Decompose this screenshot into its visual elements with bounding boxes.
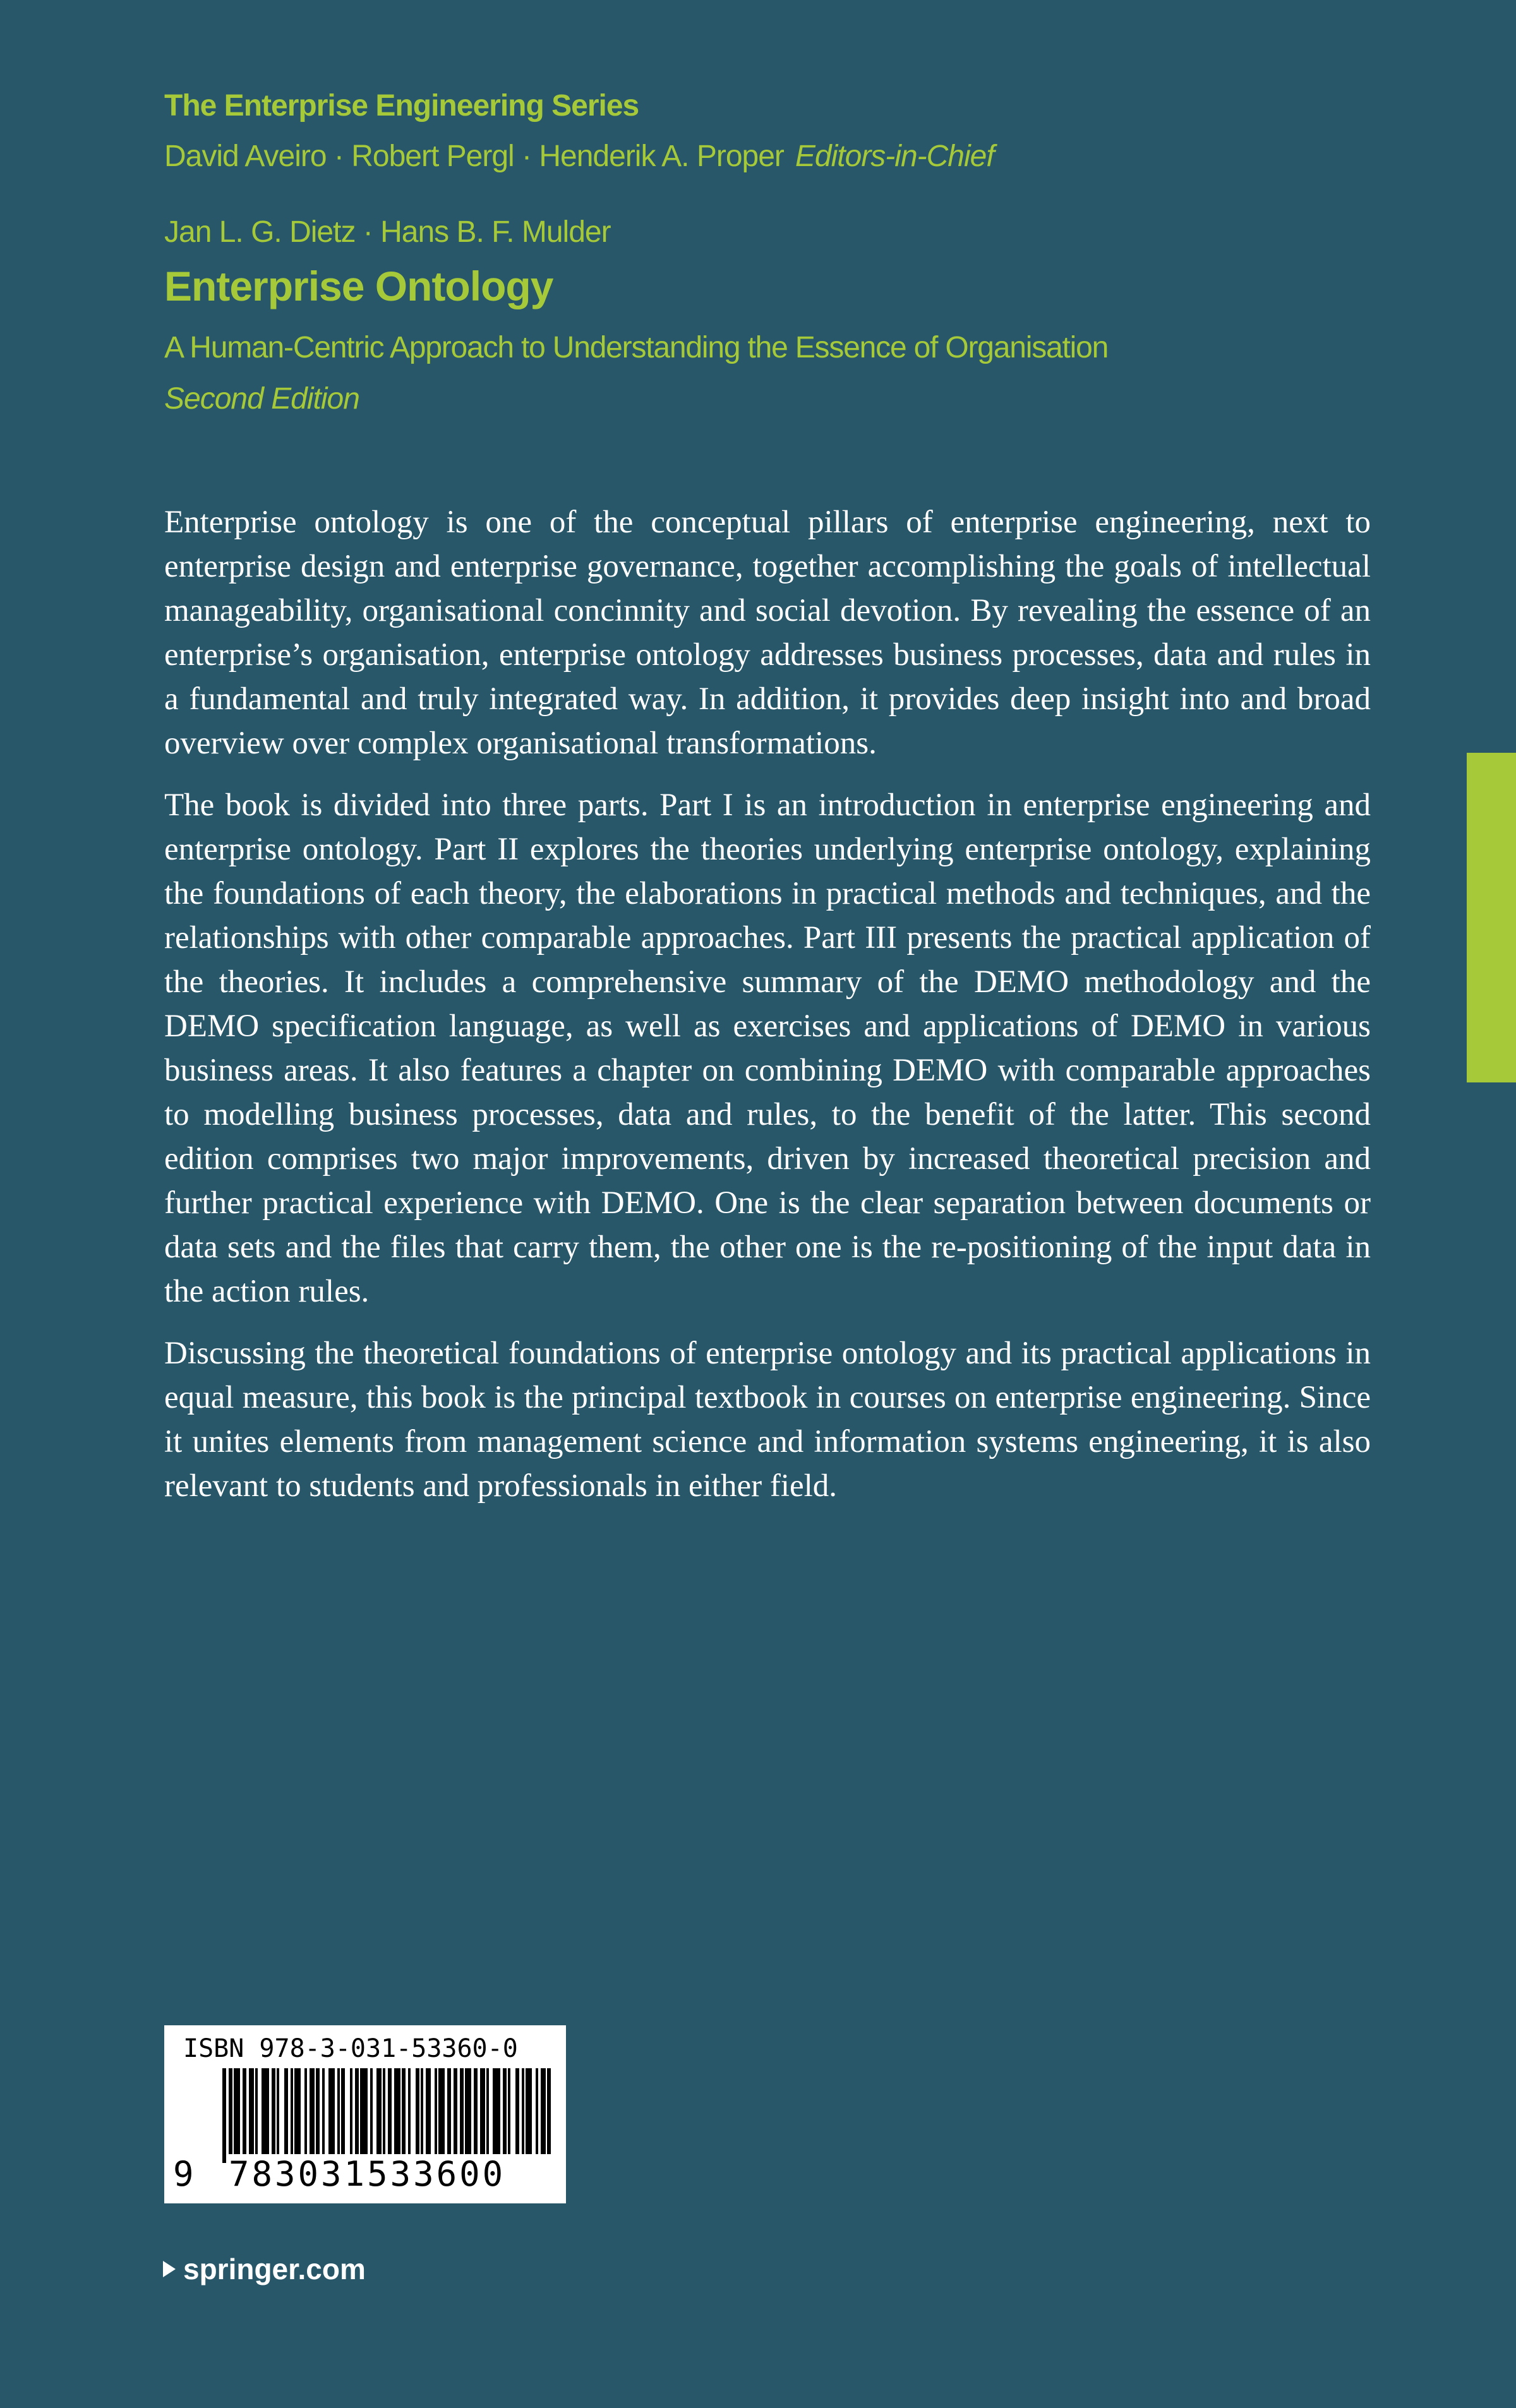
barcode-bar <box>402 2068 406 2154</box>
barcode-bar <box>337 2068 340 2154</box>
barcode-bar <box>383 2068 385 2154</box>
book-subtitle: A Human-Centric Approach to Understanding the Essence of Organisation <box>164 331 1109 364</box>
barcode-bar <box>388 2068 392 2154</box>
editors-role: Editors-in-Chief <box>795 140 994 173</box>
barcode-bar <box>310 2068 315 2154</box>
barcode-bar <box>508 2068 510 2154</box>
series-title: The Enterprise Engineering Series <box>164 89 639 123</box>
barcode-bar <box>435 2068 437 2154</box>
barcode-bar <box>370 2068 373 2154</box>
isbn-label: ISBN 978-3-031-53360-0 <box>183 2034 518 2063</box>
barcode-bar <box>222 2068 226 2163</box>
barcode-bar <box>447 2068 451 2154</box>
barcode-bar <box>547 2068 551 2154</box>
barcode-bar <box>526 2068 532 2154</box>
barcode-bar <box>350 2068 352 2154</box>
blurb-paragraph-3: Discussing the theoretical foundations of enterprise ontology and its practical applications in equal measure, this book is the principal textbook in courses on enterprise engineering. Since it unites elements from management science and information systems engineering, it is also relevant to students and professionals in either field. <box>164 1336 1371 1504</box>
barcode-bar <box>316 2068 320 2154</box>
spine-accent-tab <box>1467 753 1516 1082</box>
barcode-bar <box>243 2068 246 2154</box>
blurb <box>164 500 1371 1526</box>
barcode-bar <box>522 2068 524 2154</box>
barcode-bar <box>322 2068 325 2154</box>
blurb-paragraph-1: Enterprise ontology is one of the conceptual pillars of enterprise engineering, next to enterprise design and enterprise governance, together accomplishing the goals of intellectual manageability, organisational concinnity and social devotion. By revealing the essence of an enterprise’s organisation, enterprise ontology addresses business processes, data and rules in a fundamental and truly integrated way. In addition, it provides deep insight into and broad overview over complex organisational transformations. <box>164 505 1371 761</box>
barcode-digit-string: 783031533600 <box>226 2154 508 2194</box>
barcode-bar <box>294 2068 301 2154</box>
barcode-bar <box>272 2068 275 2154</box>
barcode-bar <box>291 2068 293 2154</box>
barcode-bar <box>426 2068 431 2163</box>
barcode-bar <box>438 2068 445 2154</box>
barcode-bar <box>421 2068 423 2154</box>
barcode-bar <box>480 2068 485 2154</box>
barcode-bar <box>474 2068 478 2154</box>
barcode-bar <box>304 2068 307 2154</box>
barcode-bar <box>249 2068 254 2154</box>
barcode-bar <box>493 2068 500 2154</box>
barcode-bar <box>465 2068 471 2154</box>
publisher-link[interactable] <box>163 2252 366 2286</box>
barcode-bar <box>541 2068 546 2154</box>
barcode-bar <box>341 2068 345 2154</box>
book-title: Enterprise Ontology <box>164 263 553 309</box>
barcode-bar <box>394 2068 400 2154</box>
book-edition: Second Edition <box>164 382 359 416</box>
triangle-arrow-icon <box>163 2261 176 2277</box>
barcode-bar <box>262 2068 269 2154</box>
barcode-bar <box>486 2068 489 2154</box>
barcode-bar <box>355 2068 359 2154</box>
barcode-bar <box>515 2068 519 2154</box>
barcode-bar <box>277 2068 279 2154</box>
barcode-bar <box>328 2068 335 2154</box>
blurb-paragraph-2: The book is divided into three parts. Part I is an introduction in enterprise engineering and enterprise ontology. Part II explores the theories underlying enterprise ontology, explaining the foundations of each theory, the elaborations in practical methods and techniques, and the relationships with other comparable approaches. Part III presents the practical application of the theories. It includes a comprehensive summary of the DEMO methodology and the DEMO specification language, as well as exercises and applications of DEMO in various business areas. It also features a chapter on combining DEMO with comparable approaches to modelling business processes, data and rules, to the benefit of the latter. This second edition comprises two major improvements, driven by increased theoretical precision and further practical experience with DEMO. One is the clear separation between documents or data sets and the files that carry them, the other one is the re-positioning of the input data in the action rules. <box>164 788 1371 1309</box>
barcode-bar <box>454 2068 457 2154</box>
barcode-bar <box>229 2068 232 2163</box>
publisher-url: springer.com <box>183 2253 366 2285</box>
barcode-bar <box>234 2068 240 2154</box>
barcode-bar <box>284 2068 288 2154</box>
barcode-bar <box>360 2068 368 2154</box>
barcode-bar <box>416 2068 419 2154</box>
barcode-bar <box>376 2068 382 2154</box>
barcode-first-digit: 9 <box>173 2154 196 2194</box>
series-editors <box>164 139 994 174</box>
barcode-bar <box>460 2068 464 2154</box>
barcode-bar <box>503 2068 507 2154</box>
barcode-bar <box>536 2068 538 2154</box>
barcode-bar <box>255 2068 258 2154</box>
book-authors: Jan L. G. Dietz · Hans B. F. Mulder <box>164 215 611 249</box>
editors-names: David Aveiro · Robert Pergl · Henderik A. Proper <box>164 140 784 173</box>
barcode-bars <box>222 2068 551 2163</box>
barcode-bar <box>408 2068 411 2154</box>
isbn-barcode <box>164 2025 566 2203</box>
